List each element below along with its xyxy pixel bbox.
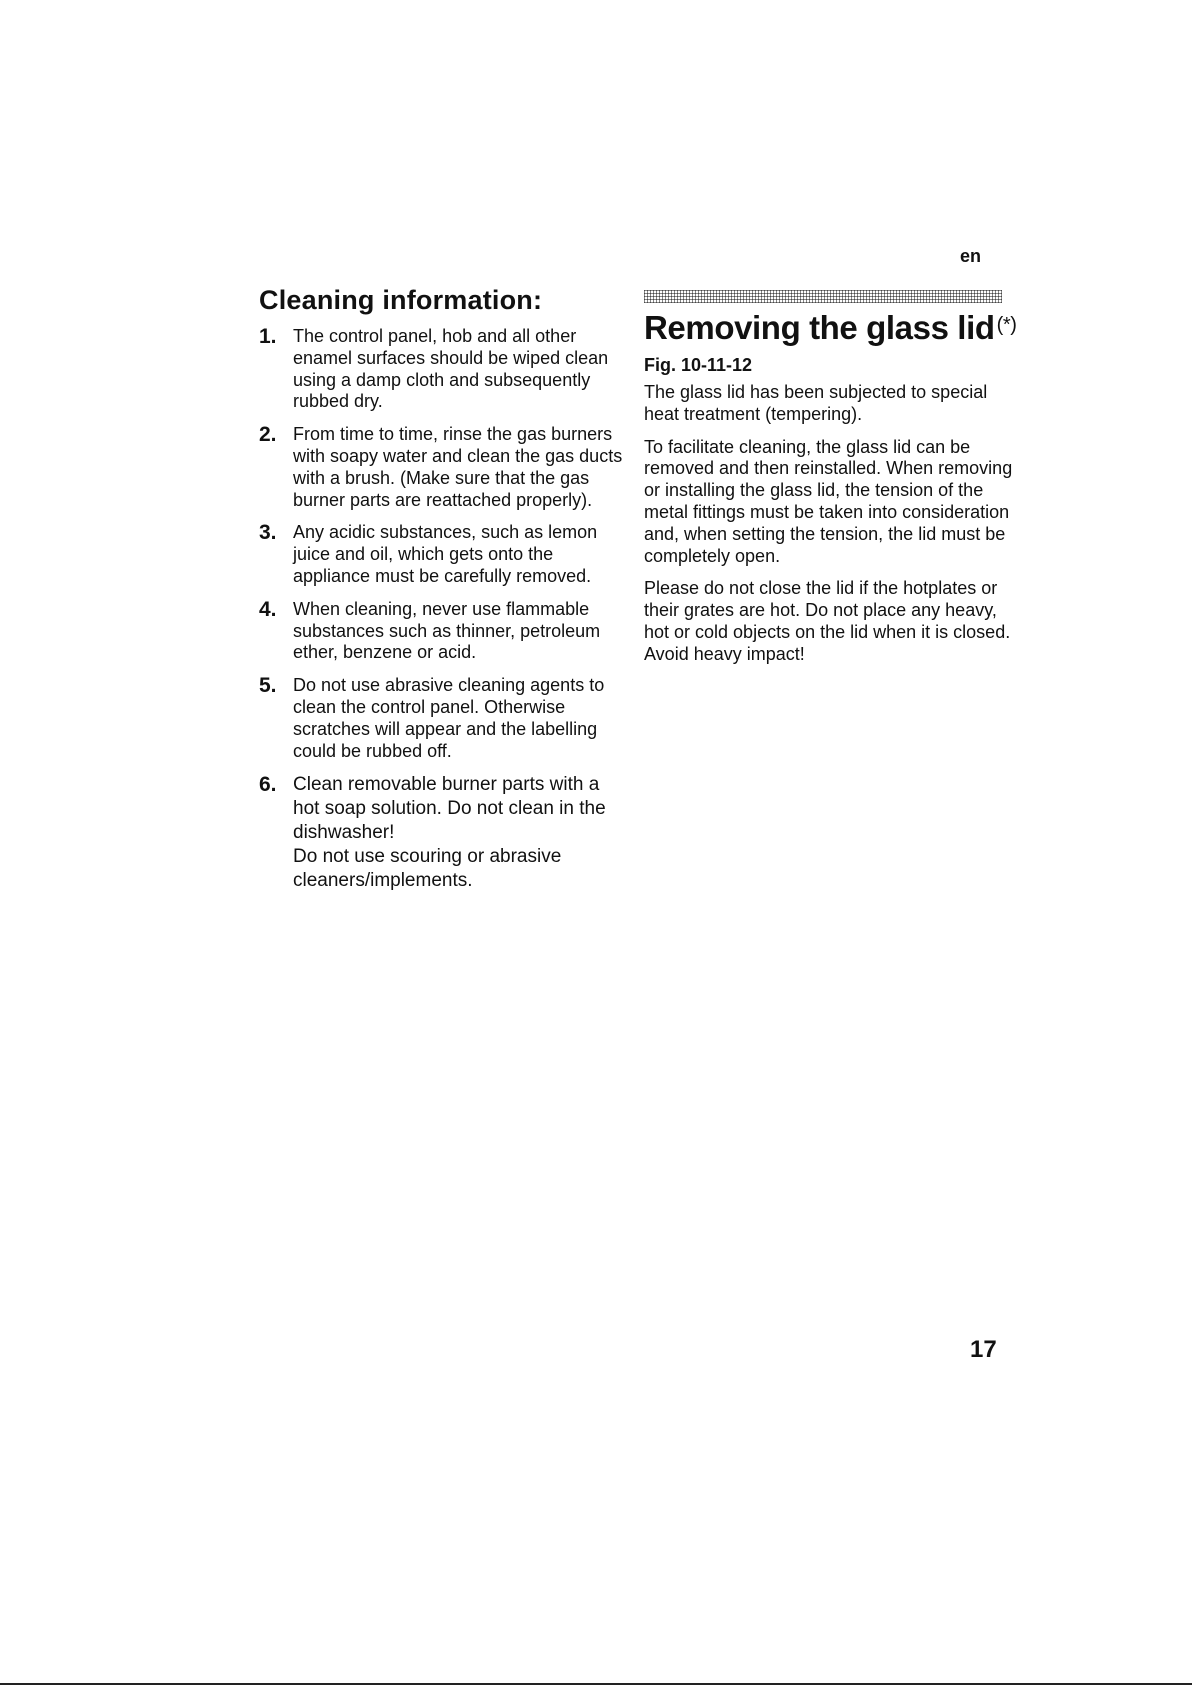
item-number: 3. [259, 521, 277, 545]
glass-lid-title [644, 309, 1020, 347]
item-text: When cleaning, never use flammable substances such as thinner, petroleum ether, benzene or acid. [293, 598, 601, 663]
list-item [259, 326, 625, 413]
glass-lid-section [644, 290, 1020, 677]
item-number: 5. [259, 674, 277, 698]
item-number: 2. [259, 423, 277, 447]
cleaning-title: Cleaning information: [259, 285, 543, 315]
item-text: Any acidic substances, such as lemon juice and oil, which gets onto the appliance must be carefully removed. [293, 522, 598, 586]
glass-lid-title-text: Removing the glass lid [644, 309, 995, 346]
optional-marker: (*) [996, 314, 1017, 336]
cleaning-section [259, 285, 625, 904]
item-text-secondary: Do not use scouring or abrasive cleaners/implements. [293, 846, 562, 892]
item-number: 1. [259, 325, 277, 348]
item-number: 4. [259, 597, 277, 621]
figure-reference: Fig. 10-11-12 [644, 355, 753, 375]
item-text: The control panel, hob and all other enamel surfaces should be wiped clean using a damp cloth and subsequently rubbed dry. [293, 326, 609, 412]
paragraph: The glass lid has been subjected to special heat treatment (tempering). [644, 382, 988, 424]
paragraph: To facilitate cleaning, the glass lid can be removed and then reinstalled. When removing or installing the glass lid, the tension of the metal fittings must be taken into consideration and, when setting the tension, the lid must be completely open. [644, 436, 1013, 566]
section-divider [644, 290, 1002, 303]
page-number: 17 [970, 1336, 997, 1363]
item-text: Do not use abrasive cleaning agents to clean the control panel. Otherwise scratches will appear and the labelling could be rubbed off. [293, 675, 605, 761]
paragraph: Please do not close the lid if the hotplates or their grates are hot. Do not place any heavy, hot or cold objects on the lid when it is closed. Avoid heavy impact! [644, 578, 1011, 664]
list-item [259, 675, 625, 762]
list-item [259, 522, 625, 587]
item-number: 6. [259, 773, 277, 797]
item-text: Clean removable burner parts with a hot soap solution. Do not clean in the dishwasher! [293, 774, 606, 844]
list-item [259, 599, 625, 664]
item-text: From time to time, rinse the gas burners with soapy water and clean the gas ducts with a brush. (Make sure that the gas burner parts are reattached properly). [293, 424, 623, 510]
list-item [259, 424, 625, 511]
list-item [259, 773, 625, 893]
language-code: en [960, 246, 982, 266]
